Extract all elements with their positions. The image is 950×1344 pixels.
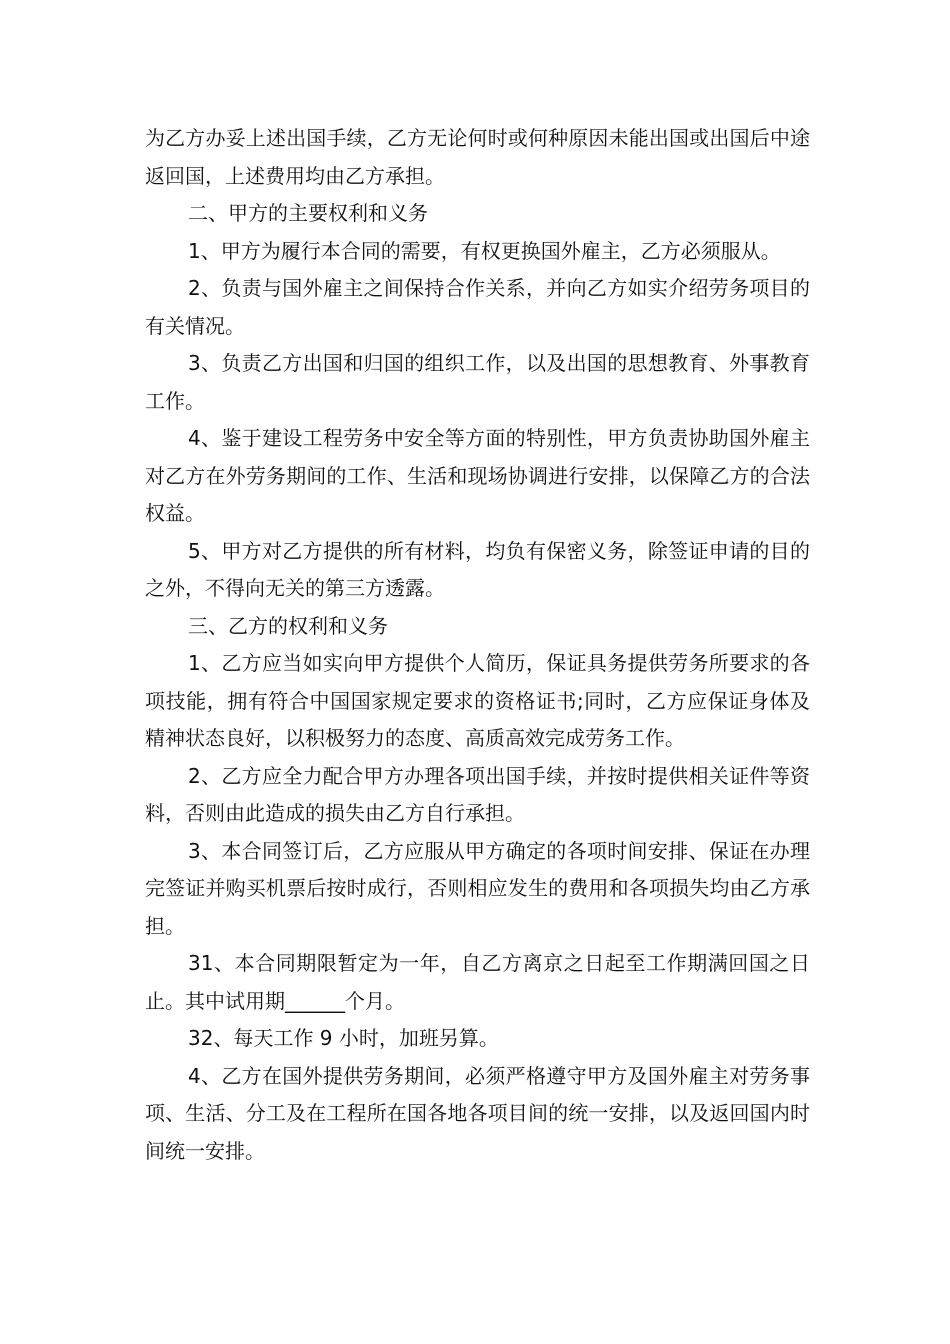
clause-a-4: 4、鉴于建设工程劳务中安全等方面的特别性，甲方负责协助国外雇主对乙方在外劳务期间的工作、生活和现场协调进行安排，以保障乙方的合法权益。 — [145, 426, 810, 525]
clause-a-1: 1、甲方为履行本合同的需要，有权更换国外雇主，乙方必须服从。 — [188, 238, 781, 263]
clause-b-1: 1、乙方应当如实向甲方提供个人简历，保证具务提供劳务所要求的各项技能，拥有符合中国国家规定要求的资格证书;同时，乙方应保证身体及精神状态良好，以积极努力的态度、高质高效完成劳务工作。 — [145, 651, 810, 750]
clause-b-3: 3、本合同签订后，乙方应服从甲方确定的各项时间安排、保证在办理完签证并购买机票后按时成行，否则相应发生的费用和各项损失均由乙方承担。 — [145, 838, 810, 938]
clause-a-5: 5、甲方对乙方提供的所有材料，均负有保密义务，除签证申请的目的之外，不得向无关的第三方透露。 — [145, 538, 810, 600]
clause-b-31: 31、本合同期限暂定为一年，自乙方离京之日起至工作期满回国之日止。其中试用期______个月。 — [145, 951, 810, 1013]
clause-a-2: 2、负责与国外雇主之间保持合作关系，并向乙方如实介绍劳务项目的有关情况。 — [145, 276, 810, 338]
document-page — [145, 120, 810, 1170]
clause-a-3: 3、负责乙方出国和归国的组织工作，以及出国的思想教育、外事教育工作。 — [145, 351, 810, 413]
clause-b-32: 32、每天工作 9 小时，加班另算。 — [188, 1026, 499, 1050]
section-heading-party-a: 二、甲方的主要权利和义务 — [188, 201, 428, 225]
paragraph-continuation: 为乙方办妥上述出国手续，乙方无论何时或何种原因未能出国或出国后中途返回国，上述费用均由乙方承担。 — [145, 126, 810, 188]
clause-b-4: 4、乙方在国外提供劳务期间，必须严格遵守甲方及国外雇主对劳务事项、生活、分工及在工程所在国各地各项目间的统一安排，以及返回国内时间统一安排。 — [145, 1063, 810, 1163]
section-heading-party-b: 三、乙方的权利和义务 — [188, 613, 388, 638]
clause-b-2: 2、乙方应全力配合甲方办理各项出国手续，并按时提供相关证件等资料，否则由此造成的损失由乙方自行承担。 — [145, 763, 810, 825]
